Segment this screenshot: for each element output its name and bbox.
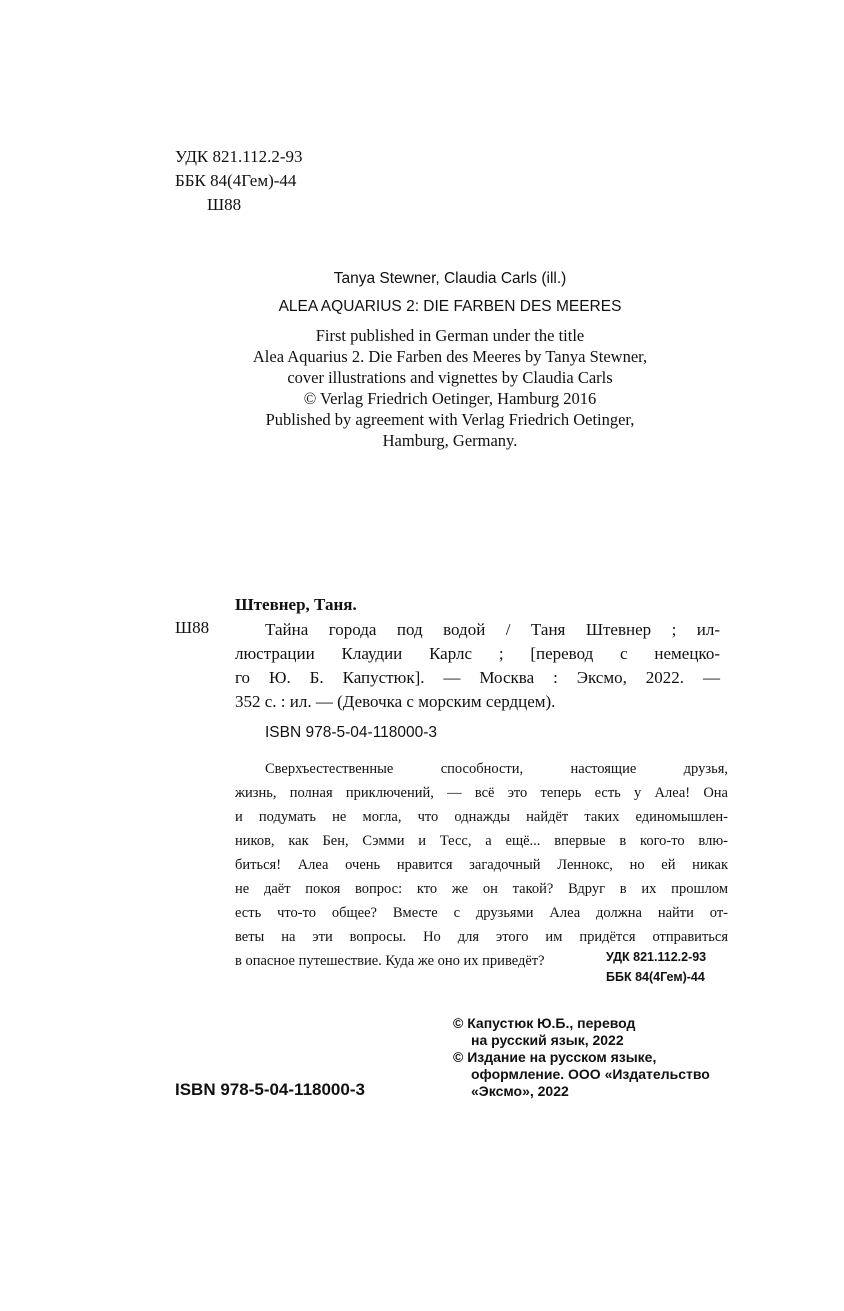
original-author-line: Tanya Stewner, Claudia Carls (ill.): [333, 270, 567, 287]
annotation-line: не даёт покоя вопрос: кто же он такой? Вдруг в их прошлом: [235, 881, 728, 897]
biblio-line: 352 с. : ил. — (Девочка с морским сердцем).: [235, 692, 556, 711]
credit-line: Published by agreement with Verlag Friedrich Oetinger,: [265, 410, 635, 429]
author-mark: Ш88: [207, 195, 242, 214]
footer-udk: УДК 821.112.2-93: [606, 950, 707, 964]
copyright-block: [453, 1015, 710, 1100]
footer-bbk: ББК 84(4Гем)-44: [606, 970, 705, 984]
bibliographic-code: Ш88: [175, 618, 210, 637]
copyright-line: «Эксмо», 2022: [471, 1083, 569, 1099]
biblio-line: люстрации Клаудии Карлс ; [перевод с немецко-: [235, 644, 720, 663]
copyright-line: на русский язык, 2022: [471, 1032, 624, 1048]
classification-block: [175, 145, 303, 217]
credit-line: cover illustrations and vignettes by Claudia Carls: [287, 368, 613, 387]
credit-line: © Verlag Friedrich Oetinger, Hamburg 2016: [303, 389, 597, 408]
original-edition-credits: [160, 268, 740, 451]
annotation-line: и подумать не могла, что однажды найдёт таких единомышлен-: [235, 809, 728, 825]
udk-code: УДК 821.112.2-93: [175, 147, 303, 166]
annotation-line: Сверхъестественные способности, настоящие друзья,: [265, 761, 728, 777]
copyright-line: © Капустюк Ю.Б., перевод: [453, 1015, 636, 1031]
annotation-line: биться! Алеа очень нравится загадочный Леннокс, но ей никак: [235, 857, 728, 873]
isbn-inline: ISBN 978-5-04-118000-3: [265, 724, 438, 741]
isbn-footer: ISBN 978-5-04-118000-3: [175, 1080, 365, 1099]
author-heading: Штевнер, Таня.: [235, 595, 357, 614]
annotation-line: в опасное путешествие. Куда же оно их приведёт?: [235, 953, 545, 969]
annotation-line: веты на эти вопросы. Но для этого им придётся отправиться: [235, 929, 728, 945]
credit-line: Hamburg, Germany.: [382, 431, 518, 450]
annotation-line: жизнь, полная приключений, — всё это теперь есть у Алеа! Она: [235, 785, 728, 801]
footer-classification: [606, 947, 706, 987]
annotation: [235, 757, 728, 973]
bibliographic-description: [235, 618, 720, 714]
biblio-line: Тайна города под водой / Таня Штевнер ; ил-: [265, 620, 720, 639]
copyright-line: © Издание на русском языке,: [453, 1049, 657, 1065]
credit-line: Alea Aquarius 2. Die Farben des Meeres by Tanya Stewner,: [252, 347, 648, 366]
copyright-line: оформление. ООО «Издательство: [471, 1066, 710, 1082]
bbk-code: ББК 84(4Гем)-44: [175, 171, 297, 190]
biblio-line: го Ю. Б. Капустюк]. — Москва : Эксмо, 2022. —: [235, 668, 720, 687]
annotation-line: ников, как Бен, Сэмми и Тесс, а ещё... впервые в кого-то влю-: [235, 833, 728, 849]
original-title: ALEA AQUARIUS 2: DIE FARBEN DES MEERES: [278, 298, 622, 315]
credit-line: First published in German under the title: [315, 326, 585, 345]
annotation-line: есть что-то общее? Вместе с друзьями Алеа должна найти от-: [235, 905, 728, 921]
